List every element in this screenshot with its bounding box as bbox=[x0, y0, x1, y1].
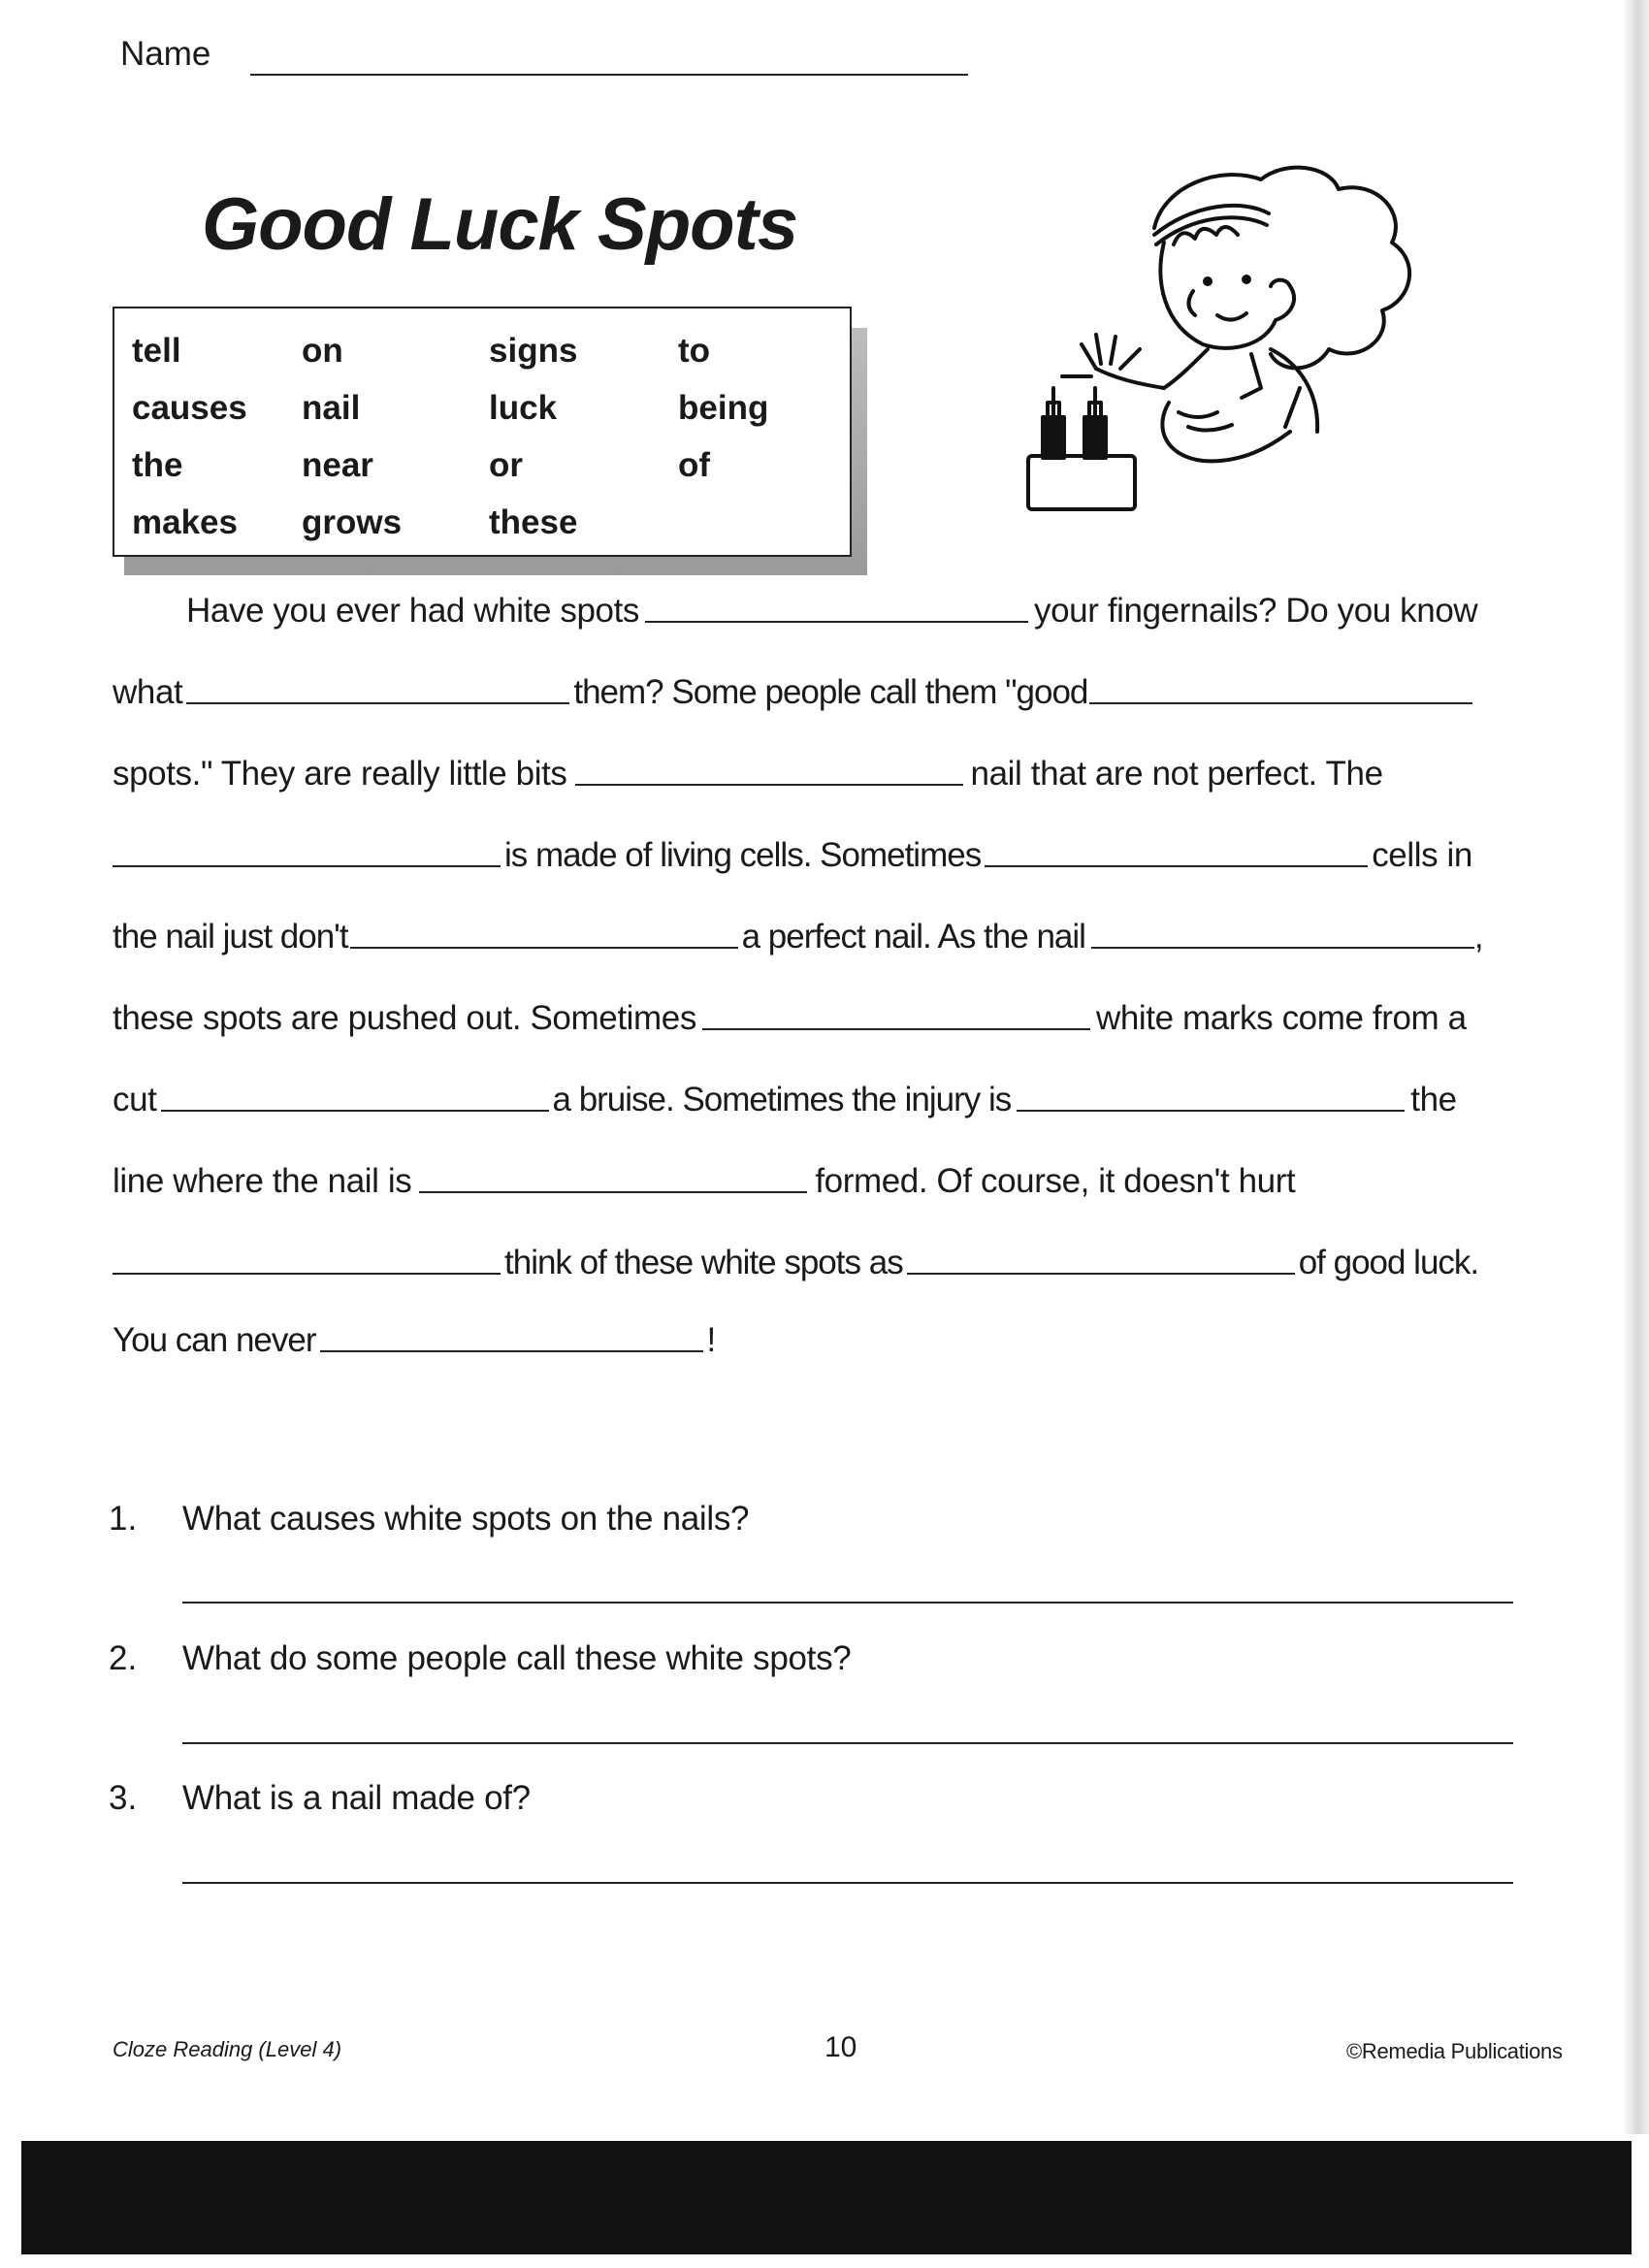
word-bank-item: signs bbox=[489, 332, 578, 370]
answer-blank[interactable] bbox=[320, 1350, 703, 1352]
word-bank-item: of bbox=[678, 446, 711, 484]
passage-text: white marks come from a bbox=[1095, 999, 1467, 1037]
answer-blank[interactable] bbox=[1017, 1110, 1405, 1112]
answer-blank[interactable] bbox=[1091, 947, 1474, 949]
word-bank-item: the bbox=[132, 446, 183, 484]
question-number: 1. bbox=[109, 1500, 138, 1538]
answer-blank[interactable] bbox=[186, 702, 569, 704]
passage-line bbox=[113, 989, 1467, 1038]
passage-text: formed. Of course, it doesn't hurt bbox=[815, 1162, 1296, 1200]
answer-blank[interactable] bbox=[161, 1110, 549, 1112]
passage-text: spots." They are really little bits bbox=[113, 755, 567, 793]
word-bank-item: or bbox=[489, 446, 523, 484]
passage-line bbox=[113, 1312, 716, 1360]
passage-text: cut bbox=[113, 1081, 157, 1118]
word-bank-item: tell bbox=[132, 332, 181, 370]
passage-text: line where the nail is bbox=[113, 1162, 412, 1200]
footer-series-title: Cloze Reading (Level 4) bbox=[113, 2037, 342, 2061]
passage-line bbox=[113, 1152, 1295, 1201]
page-number: 10 bbox=[824, 2031, 857, 2063]
word-bank-item: near bbox=[302, 446, 373, 484]
question-text: What do some people call these white spots? bbox=[182, 1639, 852, 1677]
word-bank-item bbox=[678, 494, 853, 551]
scan-edge-shadow bbox=[1622, 0, 1649, 2134]
passage-text: these spots are pushed out. Sometimes bbox=[113, 999, 696, 1037]
passage-line bbox=[113, 745, 1383, 794]
answer-blank[interactable] bbox=[1089, 702, 1472, 704]
passage-text: the bbox=[1410, 1081, 1457, 1118]
passage-text: them? Some people call them "good bbox=[573, 673, 1088, 711]
page-title: Good Luck Spots bbox=[202, 183, 798, 266]
question-number: 3. bbox=[109, 1779, 138, 1817]
passage-line bbox=[113, 826, 1472, 875]
passage-text: You can never bbox=[113, 1321, 316, 1359]
passage-text: a perfect nail. As the nail bbox=[741, 918, 1085, 956]
question-answer-line[interactable] bbox=[182, 1882, 1513, 1884]
question-answer-line[interactable] bbox=[182, 1742, 1513, 1744]
question-text: What causes white spots on the nails? bbox=[182, 1500, 750, 1538]
passage-line bbox=[113, 1234, 1478, 1282]
answer-blank[interactable] bbox=[702, 1028, 1090, 1030]
passage-text: nail that are not perfect. The bbox=[970, 755, 1383, 793]
answer-blank[interactable] bbox=[985, 865, 1368, 867]
word-bank-item: these bbox=[489, 503, 578, 541]
word-bank-item: on bbox=[302, 332, 343, 370]
passage-line bbox=[113, 1071, 1457, 1119]
passage-text: is made of living cells. Sometimes bbox=[504, 836, 982, 874]
answer-blank[interactable] bbox=[113, 865, 501, 867]
question-number: 2. bbox=[109, 1639, 138, 1677]
passage-line bbox=[113, 664, 1472, 712]
word-bank-item: luck bbox=[489, 389, 558, 427]
word-bank-item: to bbox=[678, 332, 711, 370]
answer-blank[interactable] bbox=[113, 1273, 501, 1275]
passage-text: think of these white spots as bbox=[504, 1244, 903, 1281]
passage-text: your fingernails? Do you know bbox=[1034, 592, 1478, 630]
passage-text: , bbox=[1473, 918, 1484, 956]
word-bank-item: grows bbox=[302, 503, 403, 541]
passage-text: ! bbox=[706, 1321, 716, 1359]
word-bank-item: causes bbox=[132, 389, 247, 427]
answer-blank[interactable] bbox=[419, 1191, 807, 1193]
passage-text: the nail just don't bbox=[113, 918, 348, 956]
passage-text: what bbox=[113, 673, 183, 711]
passage-line bbox=[113, 908, 1483, 956]
question-text: What is a nail made of? bbox=[182, 1779, 531, 1817]
answer-blank[interactable] bbox=[907, 1273, 1295, 1275]
answer-blank[interactable] bbox=[575, 784, 963, 786]
word-bank-item: nail bbox=[302, 389, 361, 427]
passage-line bbox=[186, 582, 1477, 631]
girl-painting-nails-illustration bbox=[1009, 155, 1474, 543]
name-label: Name bbox=[120, 35, 211, 73]
footer-copyright: ©Remedia Publications bbox=[1346, 2039, 1563, 2063]
answer-blank[interactable] bbox=[645, 621, 1028, 623]
question-answer-line[interactable] bbox=[182, 1602, 1513, 1604]
passage-text: a bruise. Sometimes the injury is bbox=[552, 1081, 1012, 1118]
passage-text: Have you ever had white spots bbox=[186, 592, 640, 630]
word-bank-item: makes bbox=[132, 503, 238, 541]
scan-bottom-edge bbox=[21, 2141, 1632, 2254]
word-bank-item: being bbox=[678, 389, 769, 427]
passage-text: of good luck. bbox=[1298, 1244, 1479, 1281]
passage-text: cells in bbox=[1372, 836, 1472, 874]
answer-blank[interactable] bbox=[350, 947, 738, 949]
name-field-line[interactable] bbox=[250, 74, 968, 76]
word-bank bbox=[113, 307, 852, 557]
